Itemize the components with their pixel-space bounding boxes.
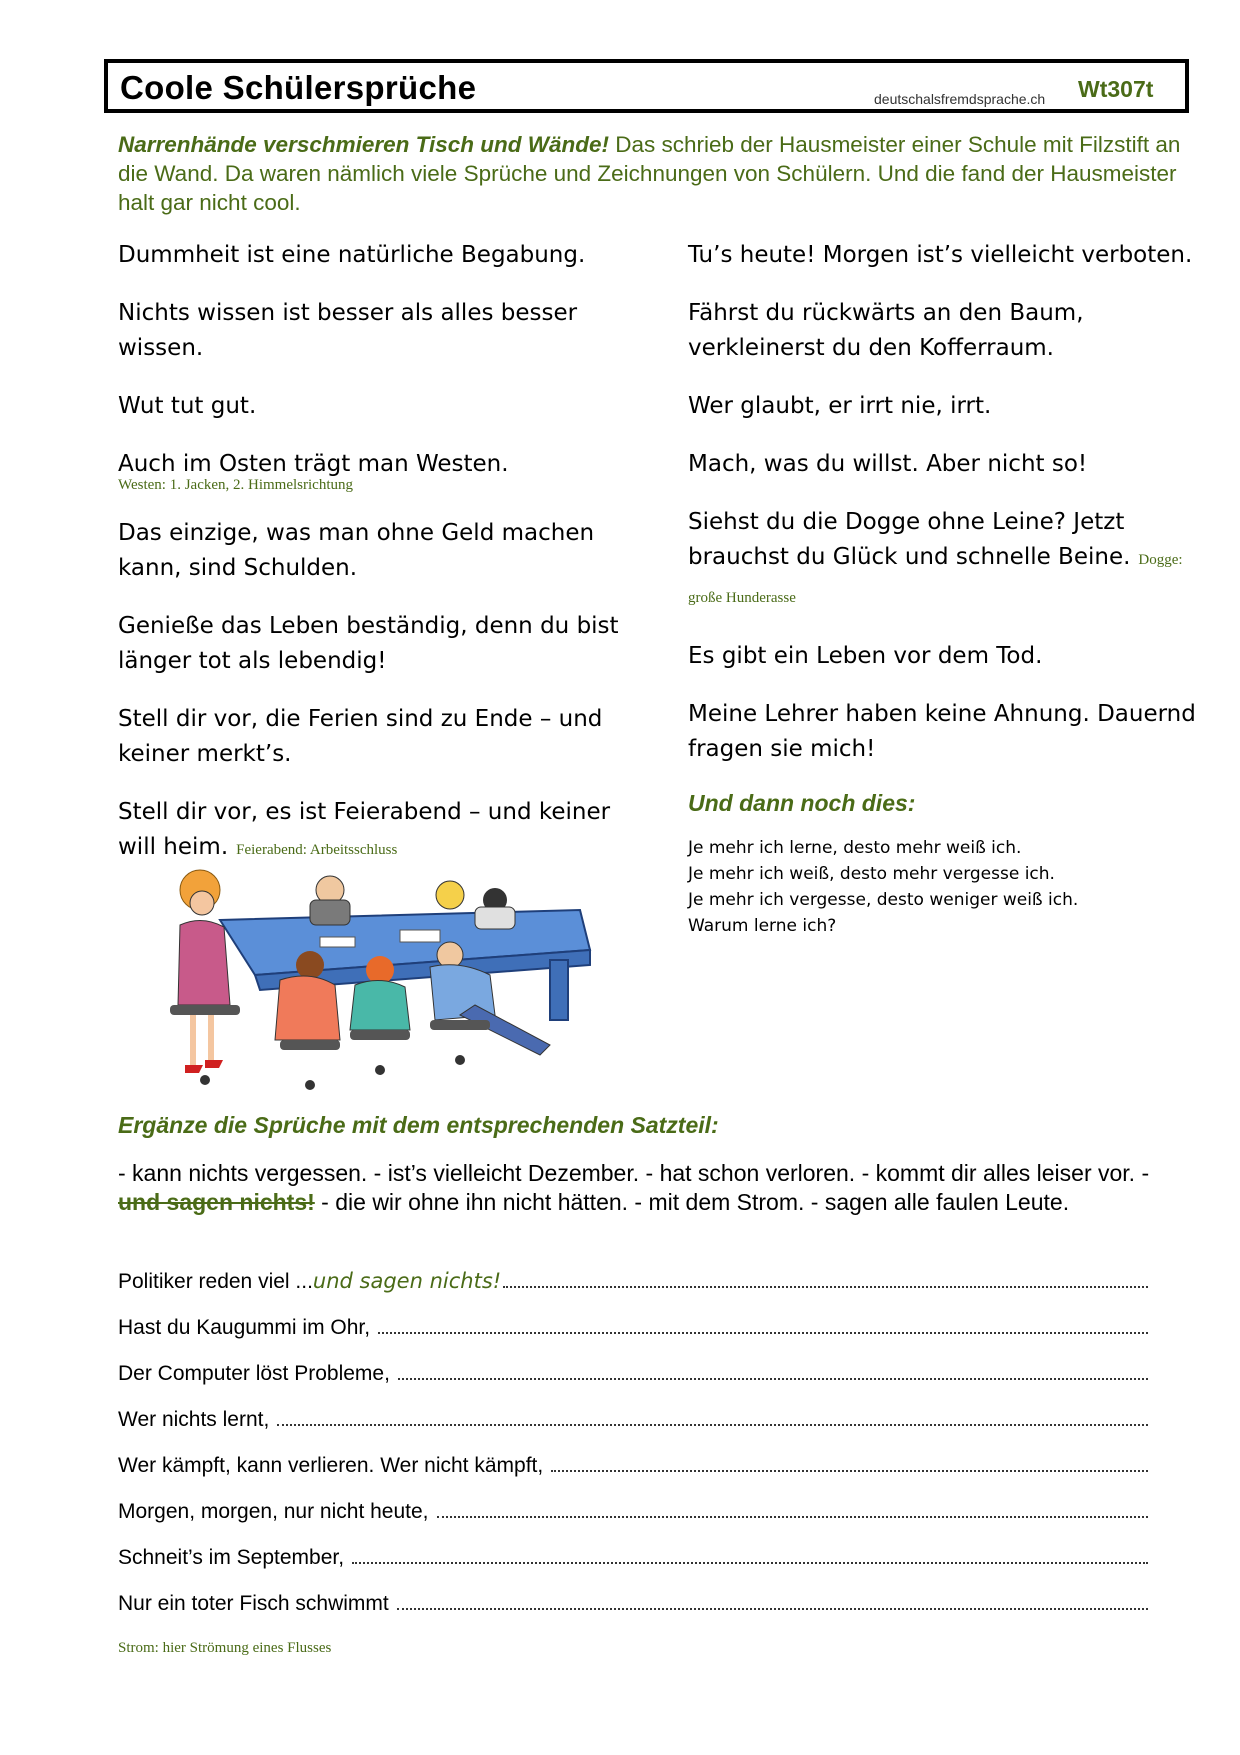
answer-line[interactable] bbox=[551, 1450, 1148, 1472]
exercise-prompt: Der Computer löst Probleme, bbox=[118, 1362, 390, 1385]
vocab-note: Feierabend: Arbeitsschluss bbox=[236, 842, 398, 858]
quote: Das einzige, was man ohne Geld machen kann, sind Schulden. bbox=[118, 520, 595, 581]
worksheet-header bbox=[104, 59, 1189, 113]
intro-lead: Narrenhände verschmieren Tisch und Wände! bbox=[118, 132, 609, 157]
quote: Dummheit ist eine natürliche Begabung. bbox=[118, 242, 586, 268]
exercise-line bbox=[118, 1358, 1148, 1404]
vocab-note: Westen: 1. Jacken, 2. Himmelsrichtung bbox=[118, 477, 353, 493]
exercise-prompt: Wer nichts lernt, bbox=[118, 1408, 270, 1431]
intro-paragraph bbox=[118, 130, 1198, 217]
exercise-prompt: Hast du Kaugummi im Ohr, bbox=[118, 1316, 371, 1339]
quote: Genieße das Leben beständig, denn du bist länger tot als lebendig! bbox=[118, 613, 619, 674]
phrase-options bbox=[118, 1159, 1178, 1217]
quote: Es gibt ein Leben vor dem Tod. bbox=[688, 643, 1043, 669]
answer-line[interactable] bbox=[277, 1404, 1148, 1426]
example-answer: und sagen nichts! bbox=[312, 1269, 502, 1293]
exercise-prompt: Nur ein toter Fisch schwimmt bbox=[118, 1592, 389, 1615]
answer-line[interactable] bbox=[378, 1312, 1148, 1334]
task-heading: Ergänze die Sprüche mit dem entsprechenden Satzteil: bbox=[118, 1112, 719, 1138]
exercise-line bbox=[118, 1450, 1148, 1496]
quote: Wer glaubt, er irrt nie, irrt. bbox=[688, 393, 992, 419]
answer-line[interactable] bbox=[397, 1588, 1148, 1610]
vocab-note: Dogge: große Hunderasse bbox=[688, 552, 1183, 606]
quote-with-note bbox=[118, 447, 638, 493]
quote-with-note bbox=[688, 505, 1208, 616]
quote: Stell dir vor, die Ferien sind zu Ende – und keiner merkt’s. bbox=[118, 706, 603, 767]
quote-text: Auch im Osten trägt man Westen. bbox=[118, 451, 509, 477]
quote: Tu’s heute! Morgen ist’s vielleicht verboten. bbox=[688, 242, 1193, 268]
site-name: deutschalsfremdsprache.ch bbox=[874, 91, 1046, 107]
poem-line: Je mehr ich weiß, desto mehr vergesse ich. bbox=[688, 864, 1055, 884]
options-part: - die wir ohne ihn nicht hätten. - mit dem Strom. - sagen alle faulen Leute. bbox=[314, 1189, 1070, 1215]
exercise-prompt: Wer kämpft, kann verlieren. Wer nicht kämpft, bbox=[118, 1454, 544, 1477]
intro-text: Das schrieb der Hausmeister einer Schule mit Filzstift an die Wand. Da waren nämlich viele Sprüche und Zeichnungen von Schülern. Und die fand der Hausmeister halt gar nicht cool. bbox=[118, 132, 1181, 215]
footnote: Strom: hier Strömung eines Flusses bbox=[118, 1640, 332, 1656]
exercise-line bbox=[118, 1312, 1148, 1358]
right-quotes-column bbox=[688, 238, 1208, 939]
poem-line: Je mehr ich vergesse, desto weniger weiß ich. bbox=[688, 890, 1079, 910]
exercise-line bbox=[118, 1404, 1148, 1450]
exercise-line bbox=[118, 1588, 1148, 1634]
answer-line[interactable] bbox=[503, 1266, 1148, 1288]
worksheet-code: Wt307t bbox=[1078, 76, 1154, 102]
quote: Meine Lehrer haben keine Ahnung. Dauernd fragen sie mich! bbox=[688, 701, 1196, 762]
quote: Wut tut gut. bbox=[118, 393, 257, 419]
answer-line[interactable] bbox=[398, 1358, 1148, 1380]
answer-line[interactable] bbox=[437, 1496, 1148, 1518]
poem-line: Je mehr ich lerne, desto mehr weiß ich. bbox=[688, 838, 1022, 858]
exercise-list bbox=[118, 1266, 1148, 1634]
quote-text: Stell dir vor, es ist Feierabend – und keiner will heim. bbox=[118, 799, 611, 860]
quote: Nichts wissen ist besser als alles besser wissen. bbox=[118, 300, 578, 361]
exercise-line bbox=[118, 1542, 1148, 1588]
answer-line[interactable] bbox=[352, 1542, 1148, 1564]
poem-line: Warum lerne ich? bbox=[688, 916, 837, 936]
quote: Mach, was du willst. Aber nicht so! bbox=[688, 451, 1088, 477]
page-title: Coole Schülersprüche bbox=[120, 69, 477, 106]
sleeping-workers-cartoon bbox=[160, 855, 630, 1105]
exercise-prompt: Schneit’s im September, bbox=[118, 1546, 345, 1569]
quote: Fährst du rückwärts an den Baum, verkleinerst du den Kofferraum. bbox=[688, 300, 1084, 361]
exercise-line bbox=[118, 1496, 1148, 1542]
example-line bbox=[118, 1266, 1148, 1312]
quote-text: Siehst du die Dogge ohne Leine? Jetzt brauchst du Glück und schnelle Beine. bbox=[688, 509, 1131, 570]
options-part: - kann nichts vergessen. - ist’s vielleicht Dezember. - hat schon verloren. - kommt dir alles leiser vor. - bbox=[118, 1160, 1150, 1186]
left-quotes-column bbox=[118, 238, 638, 891]
exercise-prompt: Politiker reden viel ... bbox=[118, 1270, 313, 1293]
extra-poem bbox=[688, 835, 1208, 939]
used-option: und sagen nichts! bbox=[118, 1189, 315, 1215]
extra-heading: Und dann noch dies: bbox=[688, 790, 916, 816]
exercise-prompt: Morgen, morgen, nur nicht heute, bbox=[118, 1500, 429, 1523]
